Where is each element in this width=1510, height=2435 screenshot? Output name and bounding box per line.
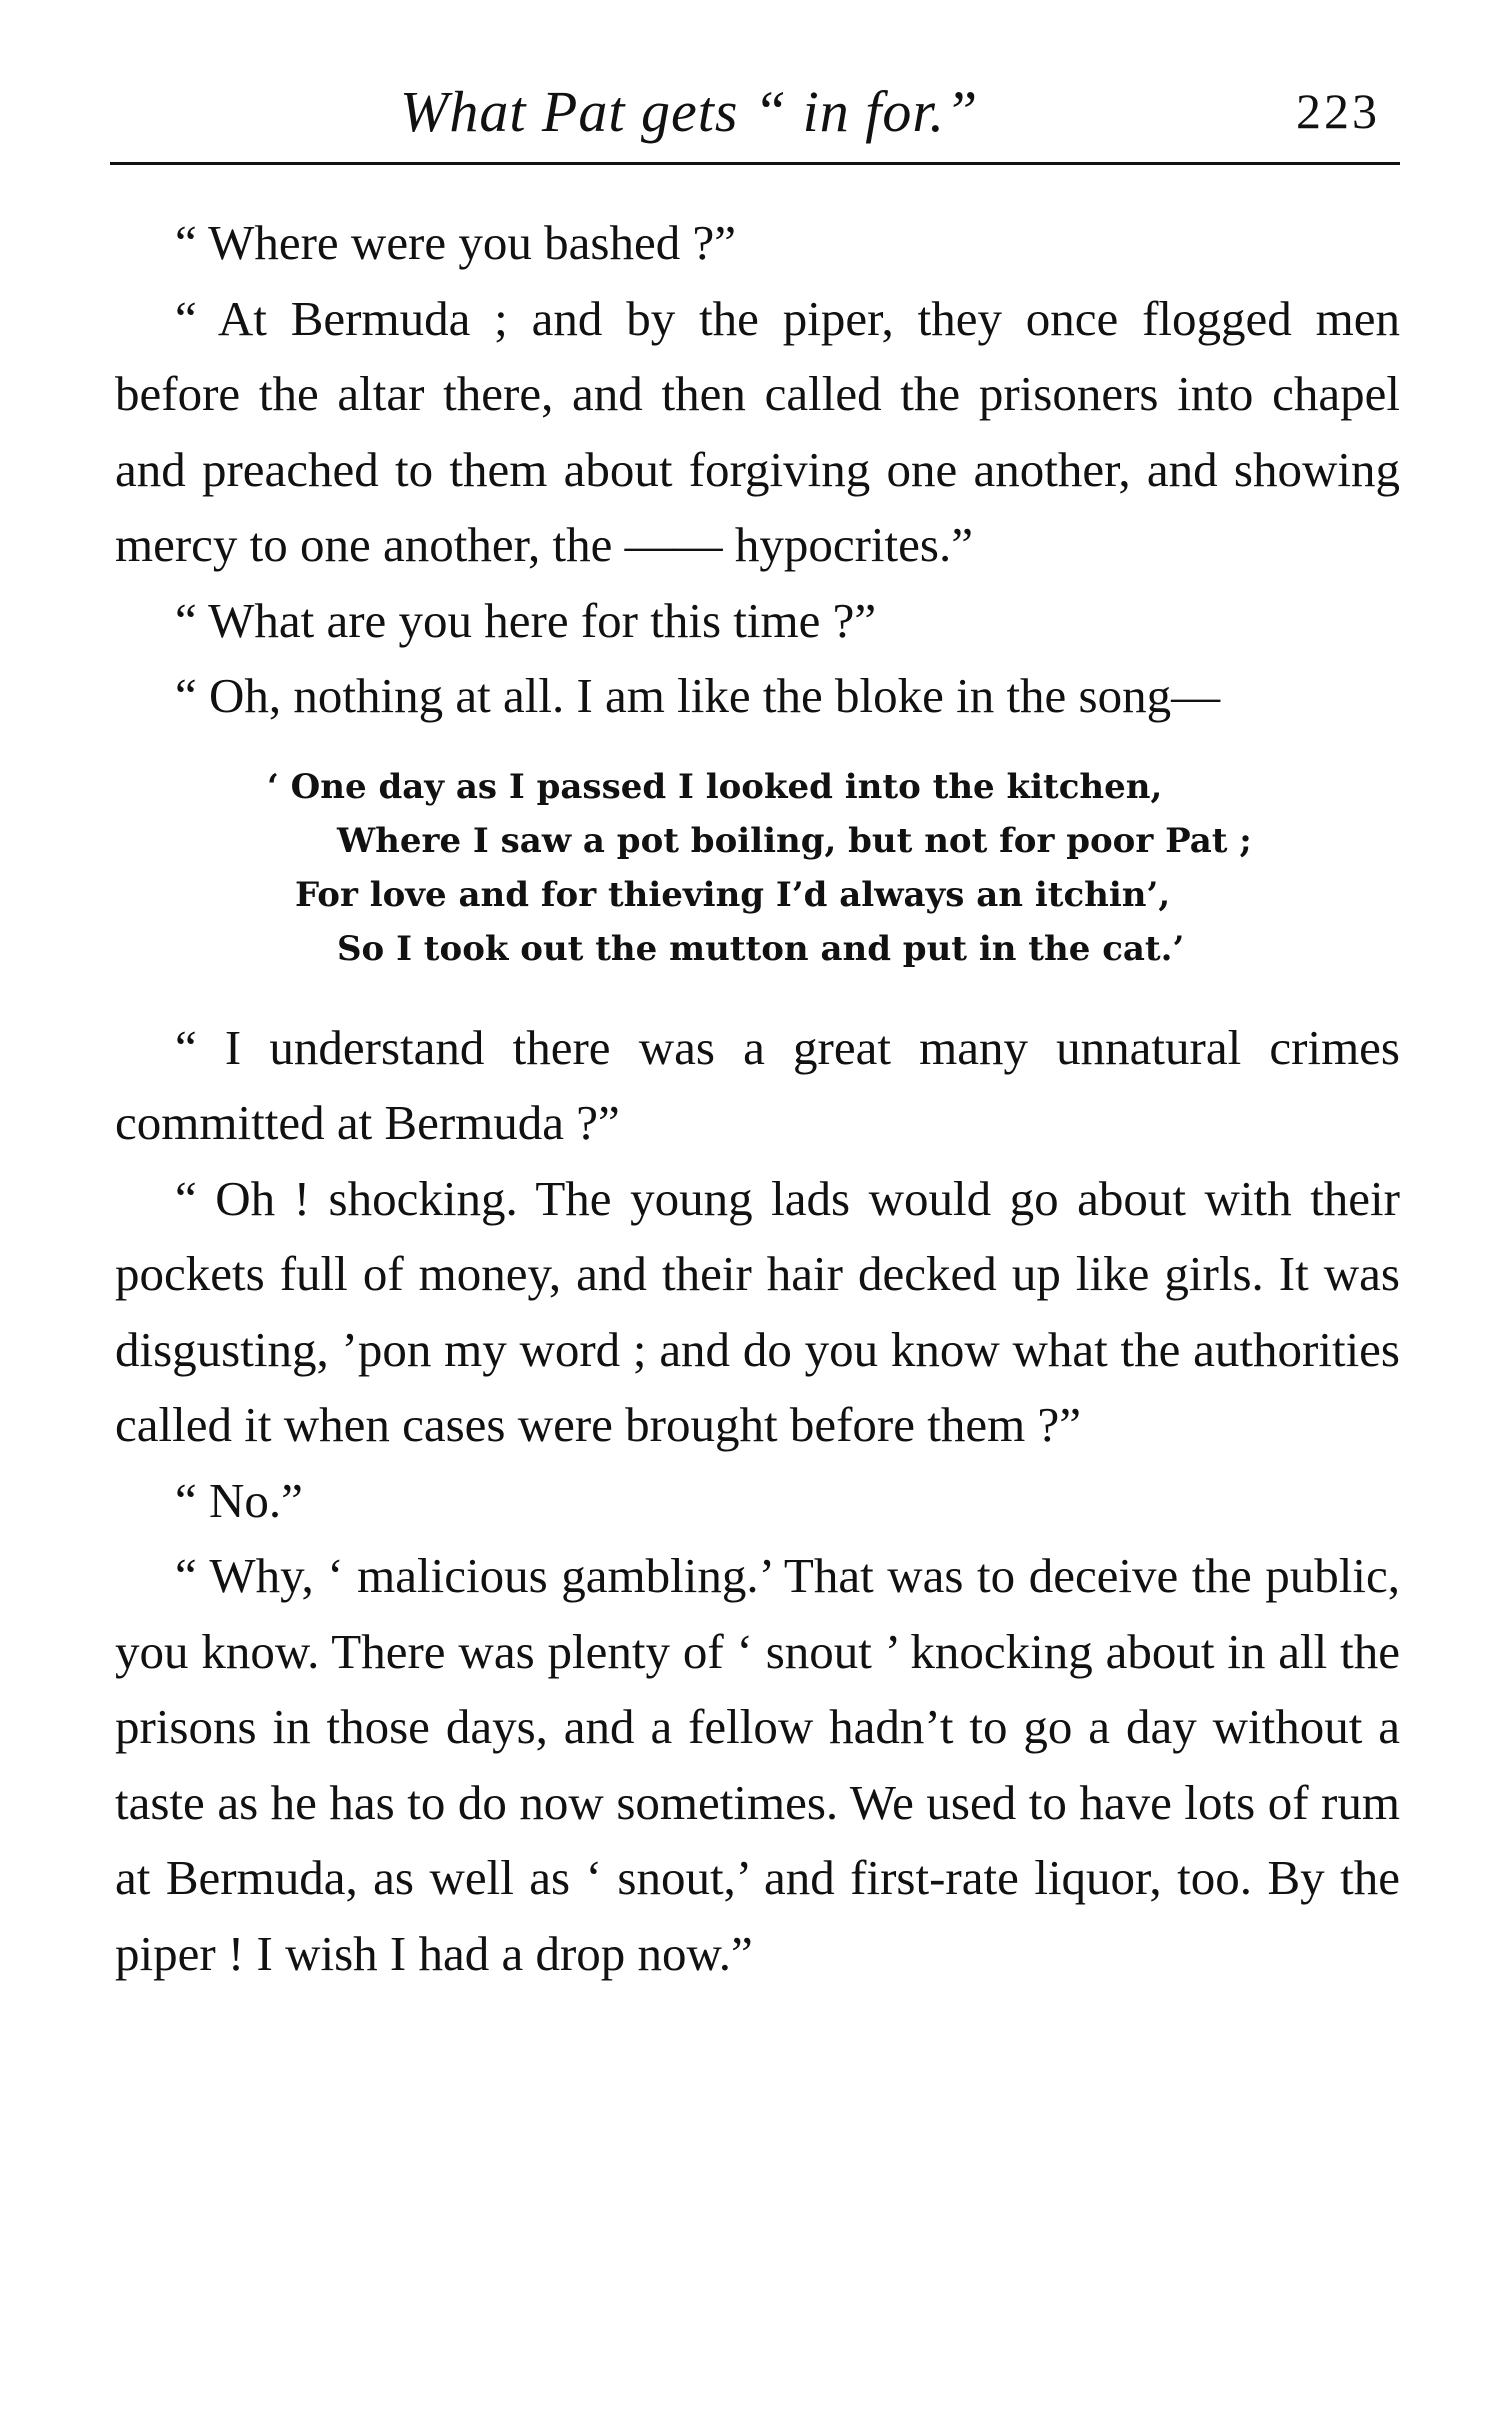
paragraph: “ Where were you bashed ?” — [175, 215, 736, 270]
verse-line: So I took out the mutton and put in the cat.’ — [337, 928, 1185, 969]
paragraph: “ No.” — [175, 1472, 303, 1528]
running-title: What Pat gets “ in for.” — [400, 79, 979, 144]
paragraph: “ Why, ‘ malicious gambling.’ That was to deceive the public, you know. There was plenty of ‘ snout ’ knocking about in all the prisons in those days, and a fellow hadn’t to go a day without a taste as he has to do now sometimes. We used to have lots of rum at Bermuda, as well as ‘ snout,’ and first-rate liquor, too. By the piper ! I wish I had a drop now.” — [115, 1548, 1400, 1981]
paragraph: “ Oh, nothing at all. I am like the bloke in the song— — [175, 668, 1221, 723]
verse-line: For love and for thieving I’d always an itchin’, — [295, 874, 1171, 915]
page-number: 223 — [1296, 83, 1380, 139]
verse-line: ‘ One day as I passed I looked into the kitchen, — [267, 766, 1163, 807]
paragraph: “ I understand there was a great many unnatural crimes committed at Bermuda ?” — [115, 1019, 1400, 1150]
body-text — [115, 205, 1400, 1991]
running-head — [110, 78, 1400, 148]
paragraph: “ At Bermuda ; and by the piper, they once flogged men before the altar there, and then called the prisoners into chapel and preached to them about forgiving one another, and showing mercy to one another, the —— hypocrites.” — [115, 290, 1400, 572]
verse-line: Where I saw a pot boiling, but not for poor Pat ; — [337, 820, 1252, 861]
paragraph: “ What are you here for this time ?” — [175, 592, 877, 648]
header-rule — [110, 162, 1400, 165]
song-verse — [115, 760, 1400, 976]
paragraph: “ Oh ! shocking. The young lads would go about with their pockets full of money, and their hair decked up like girls. It was disgusting, ’pon my word ; and do you know what the authorities called it when cases were brought before them ?” — [115, 1170, 1400, 1452]
